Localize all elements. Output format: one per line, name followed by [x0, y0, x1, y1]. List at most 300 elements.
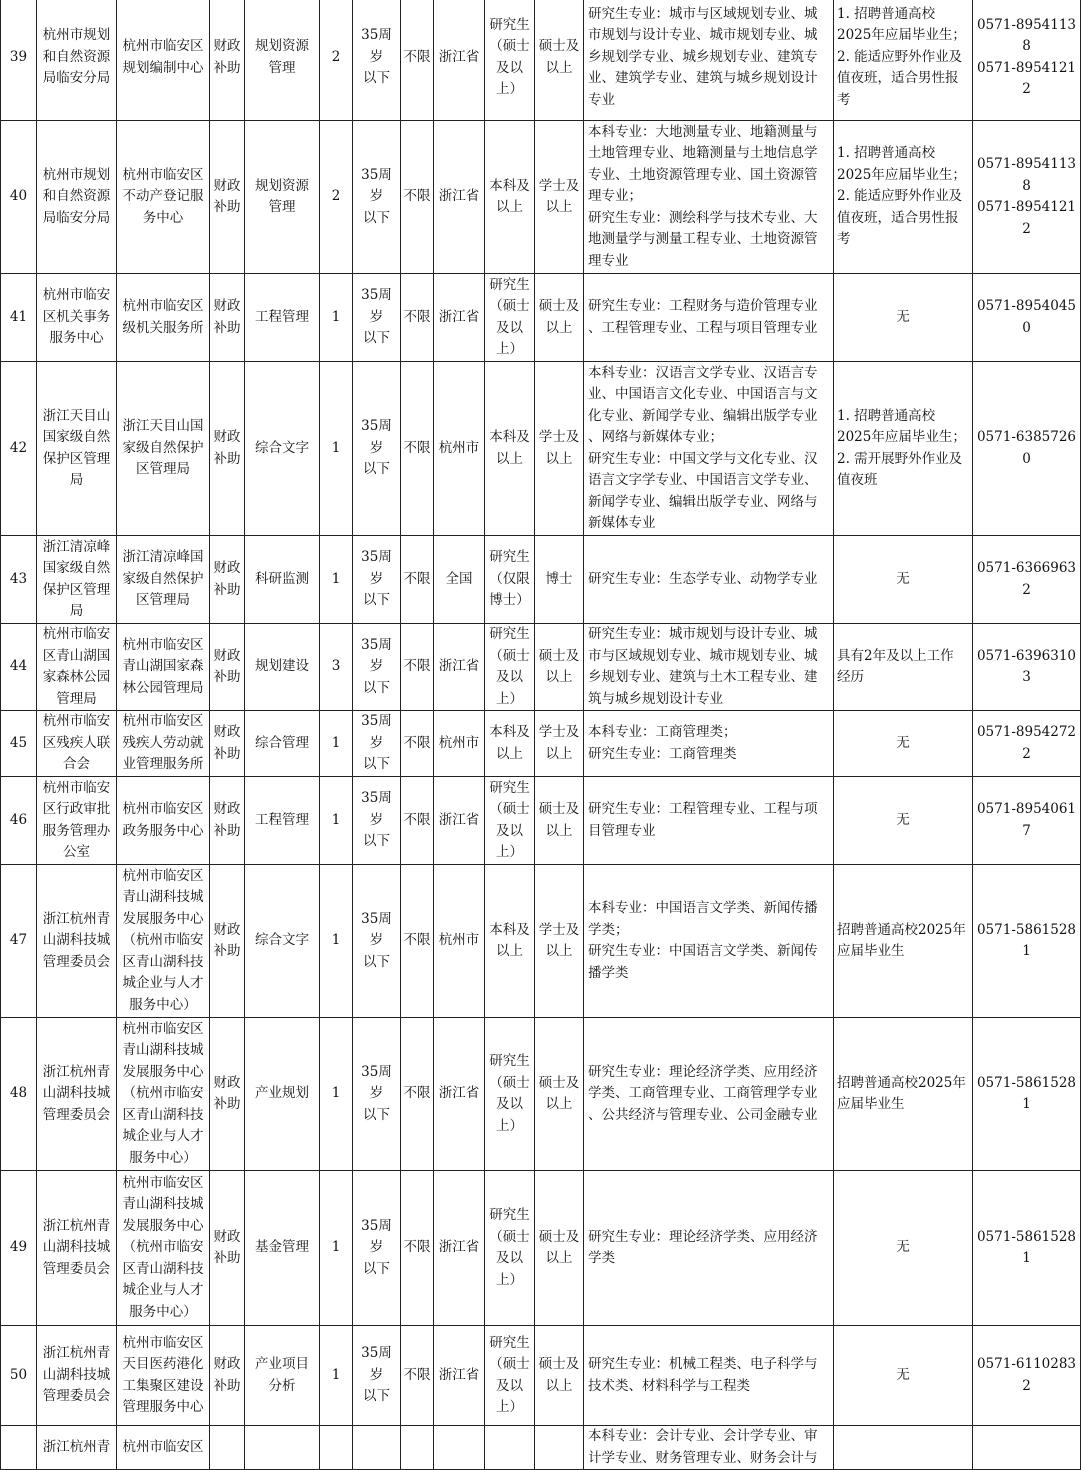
- cell-major-line: 学类、工商管理专业、工商管理学专业: [588, 1085, 818, 1102]
- cell-degree: [535, 274, 584, 362]
- cell-age: [353, 1018, 401, 1171]
- cell-gender: 不限: [401, 1326, 434, 1426]
- cell-phone-line: 0571-89541212: [976, 59, 1077, 97]
- cell-funding-type-line: 财政: [213, 1356, 241, 1372]
- cell-department-line: 山湖科技城: [42, 1366, 111, 1383]
- cell-employer-unit-line: （杭州市临安: [122, 1085, 204, 1102]
- cell-employer-unit: [117, 1426, 210, 1470]
- cell-department-line: 管理局: [56, 690, 97, 707]
- cell-employer-unit-line: 家级自然保护: [122, 439, 204, 456]
- cell-major-line: 研究生专业：理论经济学类、应用经济: [588, 1228, 818, 1245]
- cell-major-line: 研究生专业：城市与区域规划专业、城: [588, 5, 818, 22]
- cell-employer-unit-line: 杭州市临安区: [122, 1438, 204, 1455]
- cell-degree: [535, 1171, 584, 1326]
- cell-department-line: 家森林公园: [42, 669, 111, 685]
- cell-education-line: 本科及: [489, 429, 530, 445]
- table-row: [1, 711, 1081, 777]
- cell-post-name-line: 综合文字: [255, 439, 309, 456]
- cell-major-line: 研究生专业：城市规划与设计专业、城: [588, 626, 818, 642]
- cell-department-line: 区行政审批: [42, 801, 111, 817]
- cell-employer-unit-line: 服务中心）: [129, 1149, 197, 1166]
- cell-employer-unit-line: 发展服务中心: [122, 910, 204, 927]
- cell-degree-line: 以上: [545, 1250, 573, 1266]
- cell-degree-line: 学士及: [538, 177, 580, 194]
- cell-department-line: 区残疾人联: [42, 734, 111, 751]
- cell-headcount: 1: [320, 362, 353, 536]
- cell-notes-line: 招聘普通高校2025年: [837, 921, 966, 938]
- cell-major-line: 研究生专业：工程管理专业、工程与项: [588, 801, 818, 817]
- cell-major: [584, 121, 834, 274]
- cell-funding-type: [210, 362, 245, 536]
- cell-region: 杭州市: [434, 865, 485, 1018]
- cell-degree: [535, 1018, 584, 1171]
- cell-employer-unit-line: 务中心: [142, 209, 184, 226]
- cell-education-line: （仅限: [489, 570, 530, 587]
- cell-number: 41: [1, 274, 37, 362]
- cell-notes-line: 具有2年及以上工作: [837, 647, 954, 664]
- cell-major-line: 乡规划专业、建筑与土木工程专业、建: [588, 669, 818, 685]
- cell-region: 浙江省: [434, 0, 485, 121]
- cell-headcount: 1: [320, 711, 353, 777]
- cell-funding-type-line: 财政: [213, 429, 241, 445]
- cell-department-line: 浙江杭州青: [42, 910, 111, 927]
- cell-employer-unit-line: （杭州市临安: [122, 1239, 204, 1256]
- cell-employer-unit-line: 青山湖科技城: [122, 889, 204, 906]
- cell-department-line: 和自然资源: [42, 48, 111, 65]
- cell-phone: [973, 865, 1081, 1018]
- cell-major: [584, 0, 834, 121]
- cell-notes-line: 2025年应届毕业生；: [837, 166, 966, 183]
- cell-employer-unit-line: 青山湖国家森: [122, 658, 204, 675]
- cell-degree-line: 学士及: [538, 724, 580, 740]
- cell-education-line: 本科及: [489, 724, 530, 740]
- cell-department-line: 服务中心: [49, 330, 104, 347]
- cell-major-line: 业、建筑学专业、建筑与城乡规划设计: [588, 70, 818, 87]
- cell-age: [353, 624, 401, 711]
- cell-phone: [973, 0, 1081, 121]
- cell-notes-line: 2. 能适应野外作业及: [837, 188, 963, 205]
- cell-region: [434, 1426, 485, 1470]
- cell-post-name: [245, 777, 320, 865]
- cell-degree-line: 博士: [545, 570, 573, 587]
- cell-post-name-line: 工程管理: [255, 811, 309, 828]
- cell-age-line: 以下: [363, 953, 390, 970]
- cell-degree: [535, 865, 584, 1018]
- cell-number: 46: [1, 777, 37, 865]
- cell-department-line: 山湖科技城: [42, 1085, 111, 1102]
- cell-post-name: [245, 865, 320, 1018]
- cell-education-line: 及以: [496, 1250, 523, 1266]
- cell-department-line: 局: [69, 472, 84, 488]
- cell-major-line: 研究生专业：中国语言文学类、新闻传: [588, 943, 818, 959]
- cell-funding-type-line: 补助: [213, 319, 241, 336]
- cell-gender: [401, 1426, 434, 1470]
- cell-department-line: 局临安分局: [42, 209, 111, 226]
- cell-education-line: 及以: [496, 1377, 523, 1394]
- cell-notes-line: 2. 能适应野外作业及: [837, 48, 963, 65]
- cell-headcount: 1: [320, 777, 353, 865]
- cell-degree-line: 学士及: [538, 921, 580, 938]
- cell-employer-unit-line: 级机关服务所: [122, 319, 204, 336]
- cell-notes: [834, 1326, 973, 1426]
- cell-age: [353, 536, 401, 624]
- cell-education-line: 上）: [496, 690, 523, 707]
- cell-department-line: 浙江天目山: [42, 407, 111, 424]
- cell-education-line: 及以: [496, 1096, 523, 1112]
- cell-age-line: 35周岁: [361, 418, 392, 456]
- cell-major-line: 研究生专业：机械工程类、电子科学与: [588, 1356, 818, 1372]
- table-row: [1, 121, 1081, 274]
- cell-department-line: 服务管理办: [42, 822, 111, 839]
- cell-notes: [834, 624, 973, 711]
- cell-education: [485, 121, 535, 274]
- cell-employer-unit-line: （杭州市临安: [122, 932, 204, 949]
- cell-employer-unit-line: 区青山湖科技: [122, 1106, 204, 1123]
- cell-notes-line: 无: [896, 811, 910, 828]
- cell-notes-line: 2. 需开展野外作业及: [837, 450, 963, 467]
- cell-major-line: 地测量学与测量工程专业、土地资源管: [588, 231, 818, 248]
- cell-education: [485, 536, 535, 624]
- cell-post-name: [245, 274, 320, 362]
- cell-degree: [535, 362, 584, 536]
- cell-education-line: （硕士: [489, 1356, 530, 1372]
- cell-education-line: （硕士: [489, 38, 530, 54]
- cell-age-line: 35周岁: [361, 27, 392, 65]
- cell-major-line: 乡规划学专业、城乡规划专业、建筑专: [588, 48, 818, 65]
- cell-degree-line: 以上: [545, 199, 573, 215]
- cell-age-line: 以下: [363, 592, 390, 609]
- cell-major-line: 专业、土地资源管理专业、国土资源管: [588, 166, 818, 183]
- cell-degree-line: 硕士及: [538, 647, 580, 664]
- cell-employer-unit: [117, 274, 210, 362]
- cell-gender: 不限: [401, 865, 434, 1018]
- cell-post-name-line: 规划资源: [255, 38, 309, 54]
- cell-funding-type-line: 补助: [213, 745, 241, 762]
- cell-age-line: 以下: [363, 330, 390, 347]
- cell-number: 44: [1, 624, 37, 711]
- cell-education-line: 以上: [496, 199, 523, 215]
- cell-gender: 不限: [401, 624, 434, 711]
- cell-funding-type: [210, 536, 245, 624]
- cell-education-line: （硕士: [489, 1228, 530, 1245]
- cell-gender: 不限: [401, 536, 434, 624]
- cell-age: [353, 0, 401, 121]
- cell-major-line: 新闻学专业、编辑出版学专业、网络与: [588, 493, 818, 510]
- cell-degree-line: 以上: [545, 745, 573, 762]
- cell-education-line: 上）: [496, 1117, 523, 1134]
- table-row: [1, 865, 1081, 1018]
- table-row: [1, 1018, 1081, 1171]
- cell-notes: [834, 1171, 973, 1326]
- cell-major-line: 、网络与新媒体专业；: [588, 429, 723, 445]
- cell-phone-line: 0571-61102832: [976, 1356, 1077, 1394]
- cell-department-line: 局: [69, 603, 84, 619]
- cell-major: [584, 1018, 834, 1171]
- cell-phone: [973, 1171, 1081, 1326]
- cell-employer-unit-line: 天目医药港化: [122, 1356, 204, 1372]
- cell-gender: 不限: [401, 1018, 434, 1171]
- cell-funding-type-line: 补助: [213, 1250, 241, 1266]
- cell-education-line: 研究生: [489, 1207, 530, 1223]
- cell-age-line: 以下: [363, 1260, 390, 1277]
- cell-major-line: 研究生专业：生态学专业、动物学专业: [588, 570, 818, 587]
- cell-age-line: 35周岁: [361, 910, 392, 949]
- cell-employer-unit-line: 杭州市临安区: [122, 636, 204, 653]
- table-row: [1, 362, 1081, 536]
- cell-funding-type: [210, 1326, 245, 1426]
- cell-degree: [535, 1426, 584, 1470]
- cell-age: [353, 1171, 401, 1326]
- cell-age-line: 以下: [363, 679, 390, 696]
- cell-major-line: 本科专业：中国语言文学类、新闻传播: [588, 900, 818, 916]
- cell-employer-unit-line: 区管理局: [136, 592, 190, 609]
- cell-number: 47: [1, 865, 37, 1018]
- cell-employer-unit-line: 杭州市临安区: [122, 1334, 204, 1351]
- cell-education: [485, 711, 535, 777]
- cell-post-name: [245, 1326, 320, 1426]
- cell-notes: [834, 121, 973, 274]
- cell-major-line: 语言文字学专业、中国语言文学专业、: [588, 472, 818, 488]
- cell-department-line: 区青山湖国: [42, 647, 111, 664]
- cell-degree-line: 以上: [545, 822, 573, 839]
- cell-department-line: 局临安分局: [42, 70, 111, 87]
- cell-gender: 不限: [401, 711, 434, 777]
- cell-notes-line: 1. 招聘普通高校: [837, 5, 936, 22]
- cell-major-line: 业、中国语言文化专业、中国语言与文: [588, 386, 818, 402]
- cell-funding-type-line: 补助: [213, 581, 241, 598]
- cell-degree-line: 以上: [545, 1377, 573, 1394]
- cell-major: [584, 274, 834, 362]
- cell-department-line: 合会: [63, 756, 90, 773]
- cell-age: [353, 1426, 401, 1470]
- cell-gender: 不限: [401, 362, 434, 536]
- cell-education-line: 本科及: [489, 921, 530, 938]
- cell-headcount: 3: [320, 624, 353, 711]
- cell-phone: [973, 1326, 1081, 1426]
- cell-age: [353, 777, 401, 865]
- cell-major-line: 本科专业：工商管理类；: [588, 724, 737, 740]
- table-row: [1, 1326, 1081, 1426]
- cell-education: [485, 362, 535, 536]
- cell-phone: [973, 536, 1081, 624]
- cell-department-line: 杭州市临安: [42, 626, 111, 642]
- cell-department-line: 杭州市临安: [42, 779, 111, 796]
- cell-department-line: 管理委员会: [42, 953, 111, 970]
- cell-phone-line: 0571-58615281: [976, 1228, 1077, 1266]
- cell-employer-unit-line: 服务中心）: [129, 1303, 197, 1320]
- cell-education: [485, 1171, 535, 1326]
- cell-phone-line: 0571-63963103: [976, 647, 1077, 685]
- cell-education-line: 以上: [496, 450, 523, 467]
- cell-region: 浙江省: [434, 121, 485, 274]
- cell-phone-line: 0571-89540617: [976, 801, 1077, 839]
- cell-employer-unit-line: 城企业与人才: [122, 975, 204, 992]
- cell-education-line: 本科及: [489, 177, 530, 194]
- cell-funding-type-line: 财政: [213, 724, 241, 740]
- cell-employer-unit-line: 业管理服务所: [122, 756, 204, 773]
- cell-age-line: 35周岁: [361, 636, 392, 675]
- cell-education-line: 研究生: [489, 779, 530, 796]
- cell-employer-unit-line: 区青山湖科技: [122, 1260, 204, 1277]
- cell-notes-line: 无: [896, 1239, 910, 1256]
- cell-region: 浙江省: [434, 274, 485, 362]
- cell-phone-line: 0571-63857260: [976, 429, 1077, 467]
- table-row: [1, 536, 1081, 624]
- cell-department-line: 山湖科技城: [42, 1239, 111, 1256]
- cell-degree: [535, 711, 584, 777]
- cell-post-name: [245, 536, 320, 624]
- cell-employer-unit-line: 服务中心）: [129, 996, 197, 1013]
- cell-notes-line: 值夜班，适合男性报: [837, 209, 959, 226]
- cell-notes-line: 无: [896, 570, 910, 587]
- cell-region: 浙江省: [434, 777, 485, 865]
- cell-employer-unit-line: 青山湖科技城: [122, 1196, 204, 1213]
- cell-department: [37, 1426, 117, 1470]
- cell-education: [485, 777, 535, 865]
- cell-funding-type: [210, 711, 245, 777]
- cell-funding-type-line: 补助: [213, 59, 241, 76]
- cell-funding-type-line: 财政: [213, 177, 241, 194]
- cell-degree: [535, 624, 584, 711]
- cell-funding-type: [210, 274, 245, 362]
- cell-notes-line: 考: [837, 91, 851, 108]
- cell-major-line: 市与区域规划专业、城市规划专业、城: [588, 647, 818, 664]
- cell-post-name: [245, 362, 320, 536]
- cell-education-line: （硕士: [489, 298, 530, 314]
- cell-notes-line: 值夜班，适合男性报: [837, 70, 959, 87]
- cell-age-line: 以下: [363, 1388, 390, 1405]
- cell-age: [353, 1326, 401, 1426]
- cell-major-line: 学类；: [588, 921, 629, 938]
- cell-education-line: （硕士: [489, 1074, 530, 1091]
- cell-post-name-line: 规划资源: [255, 177, 309, 194]
- cell-department: [37, 1018, 117, 1171]
- cell-age: [353, 362, 401, 536]
- cell-phone-line: 0571-58615281: [976, 1074, 1077, 1112]
- cell-degree-line: 以上: [545, 1096, 573, 1112]
- cell-funding-type-line: 财政: [213, 1228, 241, 1245]
- cell-education-line: 研究生: [489, 549, 530, 566]
- cell-notes-line: 无: [896, 1366, 910, 1383]
- cell-number: 50: [1, 1326, 37, 1426]
- cell-department-line: 杭州市临安: [42, 287, 111, 304]
- cell-post-name: [245, 711, 320, 777]
- cell-major: [584, 1326, 834, 1426]
- cell-education: [485, 1018, 535, 1171]
- cell-employer-unit: [117, 711, 210, 777]
- cell-employer-unit-line: 林公园管理局: [122, 679, 204, 696]
- cell-major-line: 本科专业：会计专业、会计学专业、审: [588, 1428, 818, 1444]
- cell-degree-line: 硕士及: [538, 38, 580, 54]
- cell-major-line: 筑与城乡规划设计专业: [588, 690, 723, 707]
- cell-department-line: 浙江杭州青: [42, 1345, 111, 1362]
- cell-employer-unit-line: 杭州市临安区: [122, 1174, 204, 1191]
- cell-major: [584, 777, 834, 865]
- cell-age-line: 以下: [363, 833, 390, 850]
- cell-employer-unit-line: 城企业与人才: [122, 1282, 204, 1299]
- cell-major-line: 计学专业、财务管理专业、财务会计与: [588, 1449, 818, 1466]
- cell-funding-type-line: 补助: [213, 943, 241, 959]
- cell-post-name-line: 产业规划: [255, 1085, 309, 1102]
- cell-education-line: 上）: [496, 81, 523, 97]
- cell-degree-line: 硕士及: [538, 298, 580, 314]
- cell-employer-unit: [117, 1171, 210, 1326]
- cell-notes: [834, 1426, 973, 1470]
- cell-degree: [535, 0, 584, 121]
- cell-funding-type-line: 补助: [213, 1377, 241, 1394]
- cell-major: [584, 624, 834, 711]
- cell-funding-type-line: 补助: [213, 199, 241, 215]
- cell-notes: [834, 865, 973, 1018]
- cell-number: 40: [1, 121, 37, 274]
- cell-funding-type-line: 补助: [213, 822, 241, 839]
- cell-notes-line: 考: [837, 231, 851, 248]
- cell-employer-unit: [117, 362, 210, 536]
- cell-major-line: 研究生专业：理论经济学类、应用经济: [588, 1063, 818, 1080]
- cell-number: 45: [1, 711, 37, 777]
- cell-notes: [834, 777, 973, 865]
- cell-education-line: 研究生: [489, 16, 530, 33]
- cell-number: 39: [1, 0, 37, 121]
- cell-major-line: 新媒体专业: [588, 515, 656, 531]
- cell-post-name: [245, 1171, 320, 1326]
- cell-major-line: 化专业、新闻学专业、编辑出版学专业: [588, 407, 818, 424]
- cell-employer-unit: [117, 865, 210, 1018]
- cell-notes: [834, 362, 973, 536]
- cell-region: 杭州市: [434, 362, 485, 536]
- cell-department: [37, 274, 117, 362]
- cell-department-line: 浙江杭州青: [42, 1438, 111, 1455]
- cell-phone: [973, 1426, 1081, 1470]
- cell-phone-line: 0571-89541138: [976, 156, 1077, 194]
- cell-region: 全国: [434, 536, 485, 624]
- cell-department-line: 和自然资源: [42, 188, 111, 205]
- cell-funding-type-line: 财政: [213, 298, 241, 314]
- cell-funding-type-line: 补助: [213, 669, 241, 685]
- cell-education-line: 上）: [496, 341, 523, 357]
- cell-post-name-line: 综合文字: [255, 932, 309, 949]
- cell-employer-unit: [117, 1326, 210, 1426]
- cell-employer-unit-line: 不动产登记服: [122, 188, 204, 205]
- cell-age-line: 以下: [363, 756, 390, 773]
- cell-region: 浙江省: [434, 624, 485, 711]
- cell-department: [37, 777, 117, 865]
- table-row: [1, 624, 1081, 711]
- cell-age-line: 以下: [363, 1106, 390, 1123]
- cell-major-line: 本科专业：汉语言文学专业、汉语言专: [588, 364, 818, 381]
- cell-post-name-line: 管理: [268, 199, 296, 215]
- cell-number: 43: [1, 536, 37, 624]
- cell-notes-line: 1. 招聘普通高校: [837, 407, 936, 424]
- cell-employer-unit: [117, 624, 210, 711]
- cell-major: [584, 536, 834, 624]
- cell-education-line: 研究生: [489, 1334, 530, 1351]
- cell-notes-line: 招聘普通高校2025年: [837, 1074, 966, 1091]
- cell-employer-unit-line: 杭州市临安区: [122, 1020, 204, 1037]
- cell-funding-type: [210, 121, 245, 274]
- cell-region: 浙江省: [434, 1326, 485, 1426]
- cell-education-line: 以上: [496, 943, 523, 959]
- cell-major-line: 研究生专业：工程财务与造价管理专业: [588, 298, 818, 314]
- cell-employer-unit-line: 杭州市临安区: [122, 801, 204, 817]
- cell-headcount: [320, 1426, 353, 1470]
- cell-employer-unit-line: 城企业与人才: [122, 1128, 204, 1145]
- cell-employer-unit-line: 浙江清凉峰国: [122, 549, 204, 566]
- cell-education: [485, 865, 535, 1018]
- cell-post-name-line: 管理: [268, 59, 296, 76]
- cell-education-line: （硕士: [489, 801, 530, 817]
- cell-age: [353, 865, 401, 1018]
